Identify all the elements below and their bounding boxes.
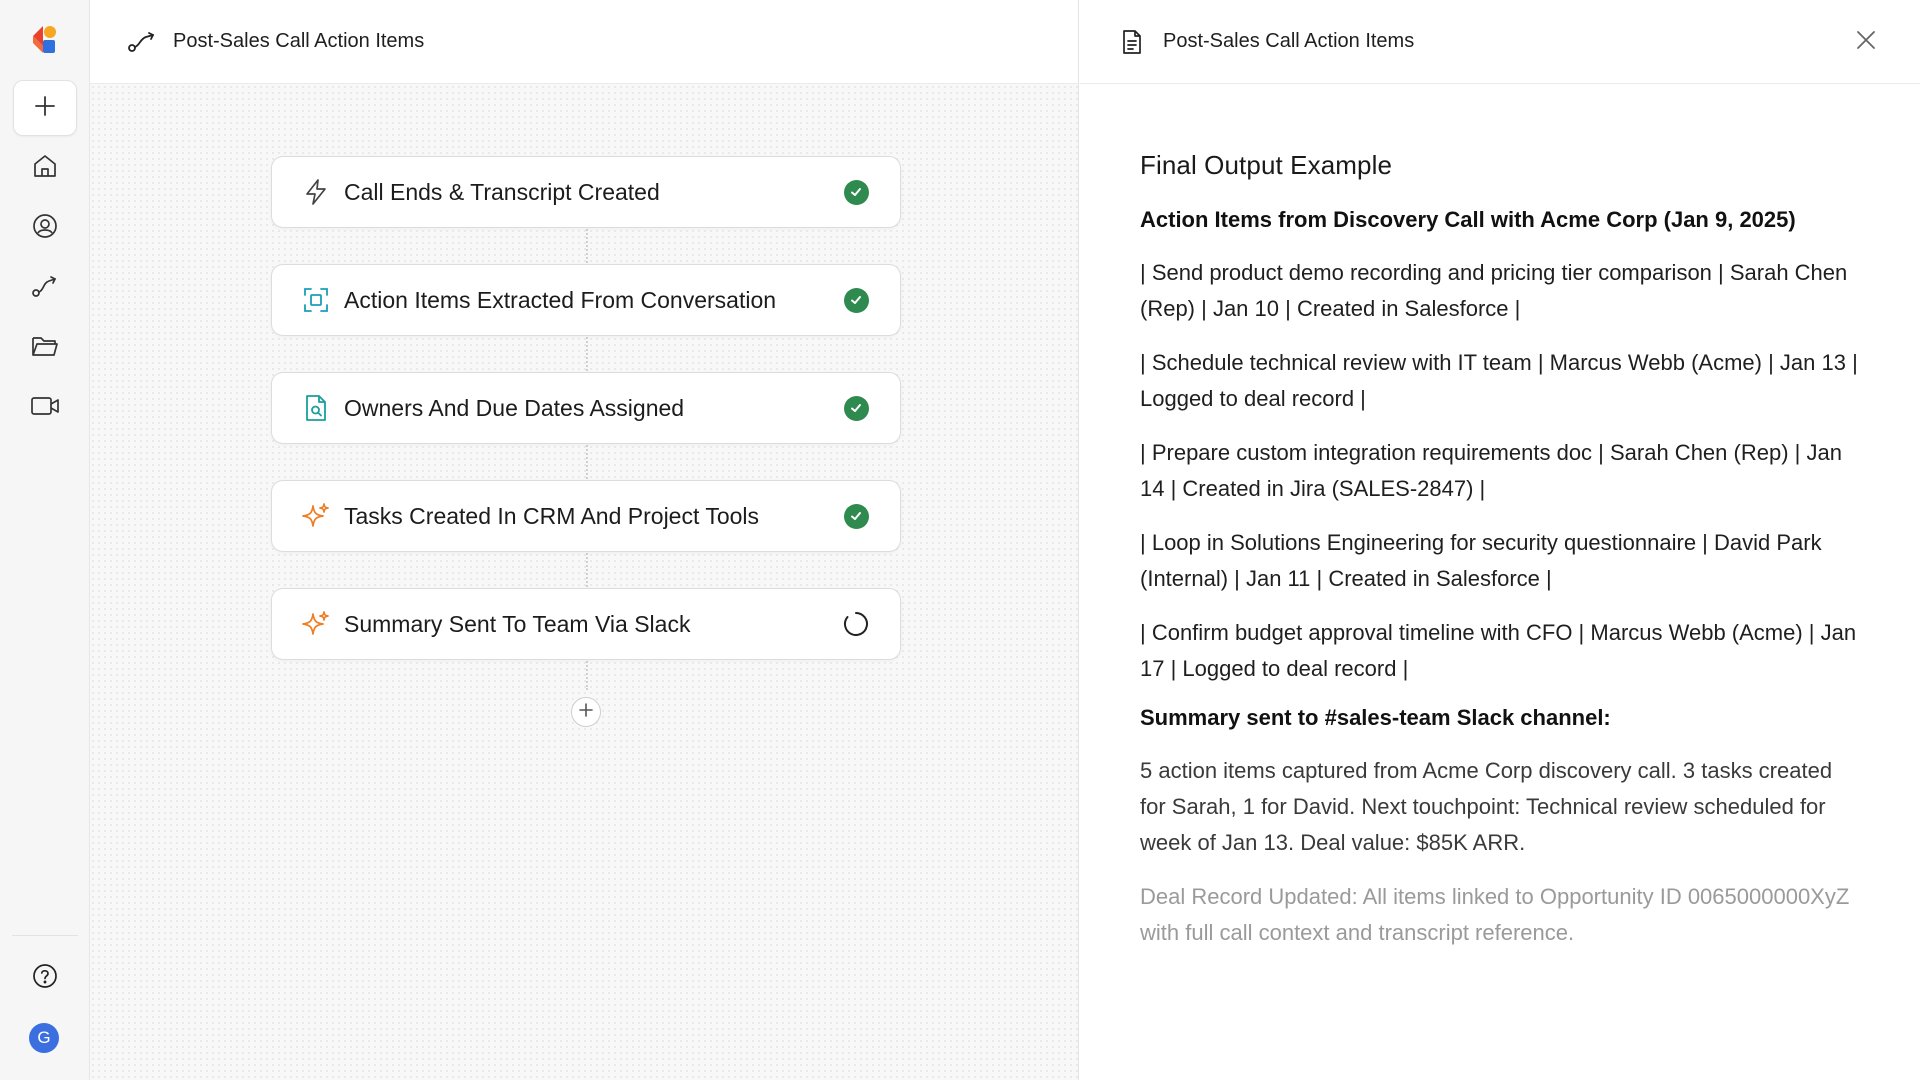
- detail-header: [1080, 0, 1920, 84]
- sparkle-icon: [302, 610, 330, 638]
- nav-account[interactable]: [13, 200, 77, 256]
- canvas-header: [90, 0, 1078, 84]
- left-rail: [0, 0, 90, 1080]
- close-button[interactable]: [1852, 28, 1880, 56]
- workflow-canvas: [90, 0, 1079, 1080]
- detail-title: Post-Sales Call Action Items: [1163, 30, 1415, 52]
- workflow-icon: [126, 26, 158, 58]
- document-search-icon: [302, 394, 330, 422]
- output-subheading: Action Items from Discovery Call with Acme Corp (Jan 9, 2025): [1140, 207, 1796, 232]
- output-content: [1140, 150, 1860, 969]
- app-logo[interactable]: [29, 24, 61, 56]
- nav-workflows[interactable]: [13, 260, 77, 316]
- workflow-step[interactable]: [271, 372, 901, 444]
- avatar[interactable]: G: [29, 1023, 59, 1053]
- action-item: | Schedule technical review with IT team | Marcus Webb (Acme) | Jan 13 | Logged to deal record |: [1140, 350, 1858, 411]
- footnote-text: Deal Record Updated: All items linked to Opportunity ID 0065000000XyZ with full call context and transcript reference.: [1140, 884, 1850, 945]
- close-icon: [1855, 29, 1877, 56]
- summary-text: 5 action items captured from Acme Corp discovery call. 3 tasks created for Sarah, 1 for David. Next touchpoint: Technical review scheduled for week of Jan 13. Deal value: $85K ARR.: [1140, 758, 1833, 855]
- loading-spinner-icon: [842, 610, 870, 638]
- folder-icon: [31, 334, 59, 363]
- lightning-icon: [302, 178, 330, 206]
- help-circle-icon: [32, 963, 58, 994]
- step-label: Summary Sent To Team Via Slack: [344, 610, 691, 637]
- action-item: | Confirm budget approval timeline with CFO | Marcus Webb (Acme) | Jan 17 | Logged to deal record |: [1140, 620, 1857, 681]
- action-item: | Loop in Solutions Engineering for security questionnaire | David Park (Internal) | Jan 11 | Created in Salesforce |: [1140, 530, 1822, 591]
- workflow-step[interactable]: [271, 156, 901, 228]
- sparkle-icon: [302, 502, 330, 530]
- home-icon: [32, 153, 58, 184]
- nav-meetings[interactable]: [13, 380, 77, 436]
- page-title: Post-Sales Call Action Items: [173, 30, 425, 52]
- plus-icon: [33, 94, 57, 123]
- step-label: Action Items Extracted From Conversation: [344, 286, 777, 313]
- step-label: Owners And Due Dates Assigned: [344, 394, 685, 421]
- new-button[interactable]: [13, 80, 77, 136]
- video-icon: [30, 395, 60, 422]
- workflow-step[interactable]: [271, 588, 901, 660]
- check-circle-icon: [842, 286, 870, 314]
- user-circle-icon: [32, 213, 58, 244]
- check-circle-icon: [842, 178, 870, 206]
- action-item: | Send product demo recording and pricing tier comparison | Sarah Chen (Rep) | Jan 10 | Created in Salesforce |: [1140, 260, 1848, 321]
- nav-files[interactable]: [13, 320, 77, 376]
- workflow-step[interactable]: [271, 480, 901, 552]
- check-circle-icon: [842, 502, 870, 530]
- add-step-button[interactable]: [571, 697, 601, 727]
- scan-icon: [302, 286, 330, 314]
- step-label: Call Ends & Transcript Created: [344, 178, 660, 205]
- workflow-icon: [31, 273, 59, 304]
- document-icon: [1116, 26, 1148, 58]
- action-item: | Prepare custom integration requirements doc | Sarah Chen (Rep) | Jan 14 | Created in Jira (SALES-2847) |: [1140, 440, 1842, 501]
- output-heading: Final Output Example: [1140, 150, 1393, 180]
- workflow-step[interactable]: [271, 264, 901, 336]
- summary-heading: Summary sent to #sales-team Slack channel:: [1140, 705, 1611, 730]
- check-circle-icon: [842, 394, 870, 422]
- detail-panel: [1080, 0, 1920, 1080]
- nav-home[interactable]: [13, 140, 77, 196]
- rail-divider: [12, 935, 78, 936]
- help-button[interactable]: [13, 950, 77, 1006]
- plus-icon: [579, 703, 593, 722]
- step-label: Tasks Created In CRM And Project Tools: [344, 502, 760, 529]
